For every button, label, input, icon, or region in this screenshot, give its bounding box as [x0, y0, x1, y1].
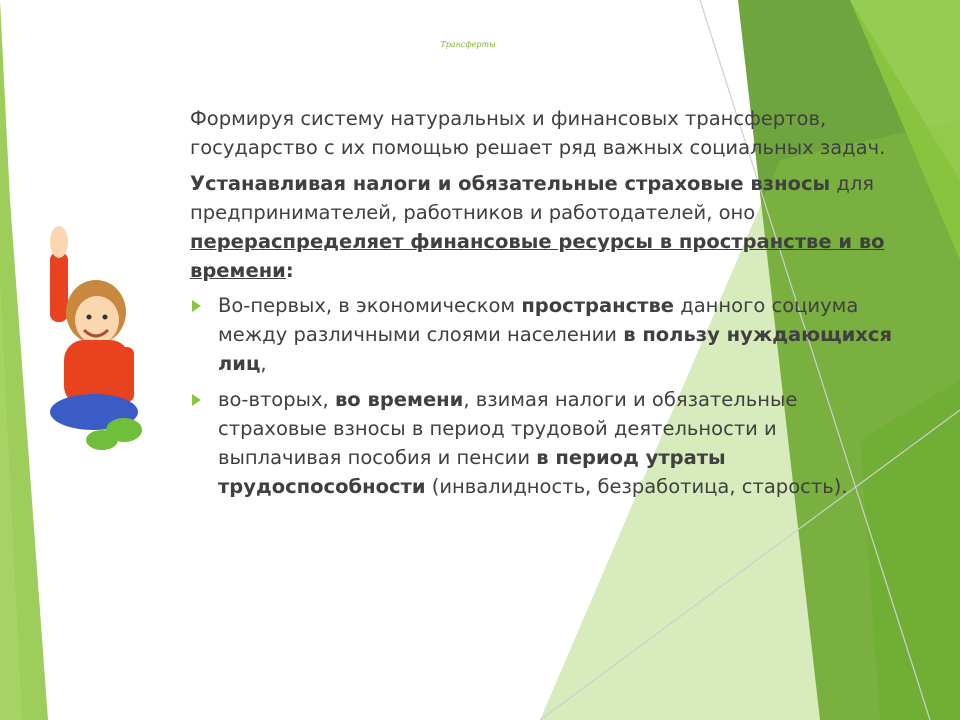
bullet-text: , взимая налоги и обязательные страховые взносы в период трудовой деятельности и выплачивая пособия и пенсии — [218, 388, 798, 469]
bullet-text: во-вторых, — [218, 388, 335, 411]
bullet-text: данного социума между различными слоями населении — [218, 294, 859, 346]
triangle-bullet-icon — [192, 394, 201, 406]
bullet-bold: в пользу нуждающихся лиц — [218, 323, 892, 375]
bullet-bold: пространстве — [521, 294, 675, 317]
taxes-phrase: Устанавливая налоги и обязательные страховые взносы — [190, 172, 831, 195]
intro-paragraph: Формируя систему натуральных и финансовых трансфертов, государство с их помощью решает ряд важных социальных задач. — [190, 107, 886, 159]
para2-colon: : — [285, 259, 294, 282]
bullet-list — [190, 291, 902, 501]
bullet-bold: во времени — [334, 388, 464, 411]
redistribution-paragraph — [190, 169, 902, 285]
bullet-item-space — [190, 291, 902, 378]
slide-body — [190, 104, 902, 508]
bullet-text: Во-первых, в экономическом — [218, 294, 522, 317]
para2-text: для предпринимателей, работников и работодателей, оно — [190, 172, 875, 224]
redistribution-phrase: перераспределяет финансовые ресурсы в пространстве и во времени — [190, 230, 885, 282]
slide-title: Трансферты — [440, 40, 496, 49]
child-raising-hand-illustration — [34, 222, 168, 458]
bullet-text: , — [260, 352, 267, 375]
bullet-bold: в период утраты трудоспособности — [218, 446, 726, 498]
bullet-text: (инвалидность, безработица, старость). — [425, 475, 848, 498]
triangle-bullet-icon — [192, 300, 201, 312]
bullet-item-time — [190, 385, 902, 501]
